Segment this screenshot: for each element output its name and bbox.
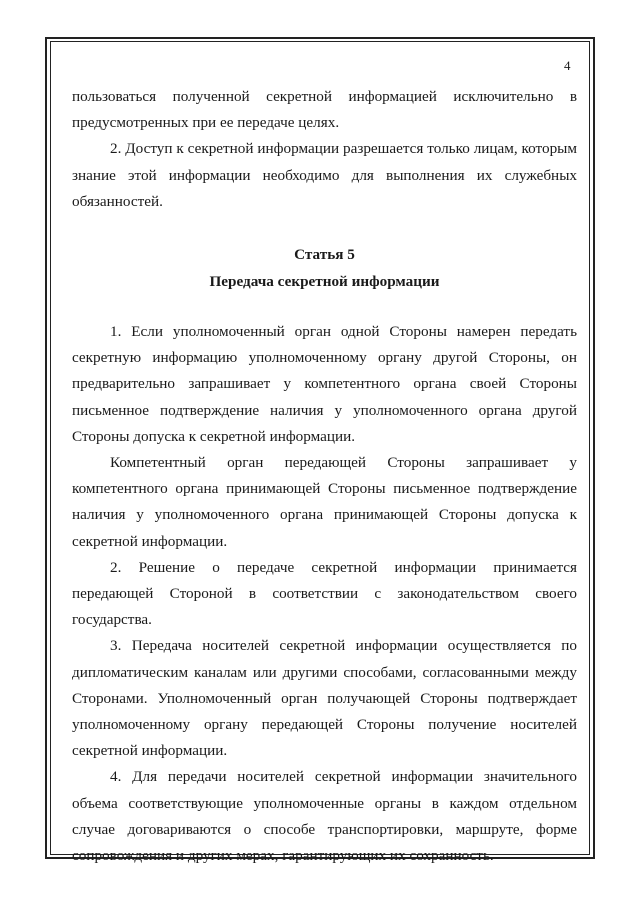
paragraph-article-clause-2: 2. Решение о передаче секретной информации принимается передающей Стороной в соответствии с законодательством своего государства. xyxy=(72,558,577,629)
paragraph-article-clause-4: 4. Для передачи носителей секретной информации значительного объема соответствующие уполномоченные органы в каждом отдельном случае договариваются о способе транспортировки, маршруте, форме сопровождения и других мерах, гарантирующих их сохранность. xyxy=(72,768,577,865)
paragraph-article-clause-1: 1. Если уполномоченный орган одной Стороны намерен передать секретную информацию уполномоченному органу другой Стороны, он предварительно запрашивает у компетентного органа своей Стороны письменное подтверждение наличия у уполномоченного органа другой Стороны допуска к секретной информации. xyxy=(72,323,577,445)
document-body xyxy=(72,84,577,869)
paragraph-article-clause-1-cont: Компетентный орган передающей Стороны запрашивает у компетентного органа принимающей Стороны письменное подтверждение наличия у уполномоченного органа принимающей Стороны допуска к секретной информации. xyxy=(72,454,577,550)
article-number: Статья 5 xyxy=(294,246,355,264)
article-heading xyxy=(72,241,577,295)
page-number: 4 xyxy=(564,58,571,73)
article-title: Передача секретной информации xyxy=(209,273,440,291)
paragraph-clause-2: 2. Доступ к секретной информации разрешается только лицам, которым знание этой информации необходимо для выполнения их служебных обязанностей. xyxy=(72,140,577,210)
paragraph-article-clause-3: 3. Передача носителей секретной информации осуществляется по дипломатическим каналам или другими способами, согласованными между Сторонами. Уполномоченный орган получающей Стороны подтверждает уполномоченному органу передающей Стороны получение носителей секретной информации. xyxy=(72,637,577,760)
paragraph-continuation: пользоваться полученной секретной информацией исключительно в предусмотренных при ее передаче целях. xyxy=(72,88,577,132)
